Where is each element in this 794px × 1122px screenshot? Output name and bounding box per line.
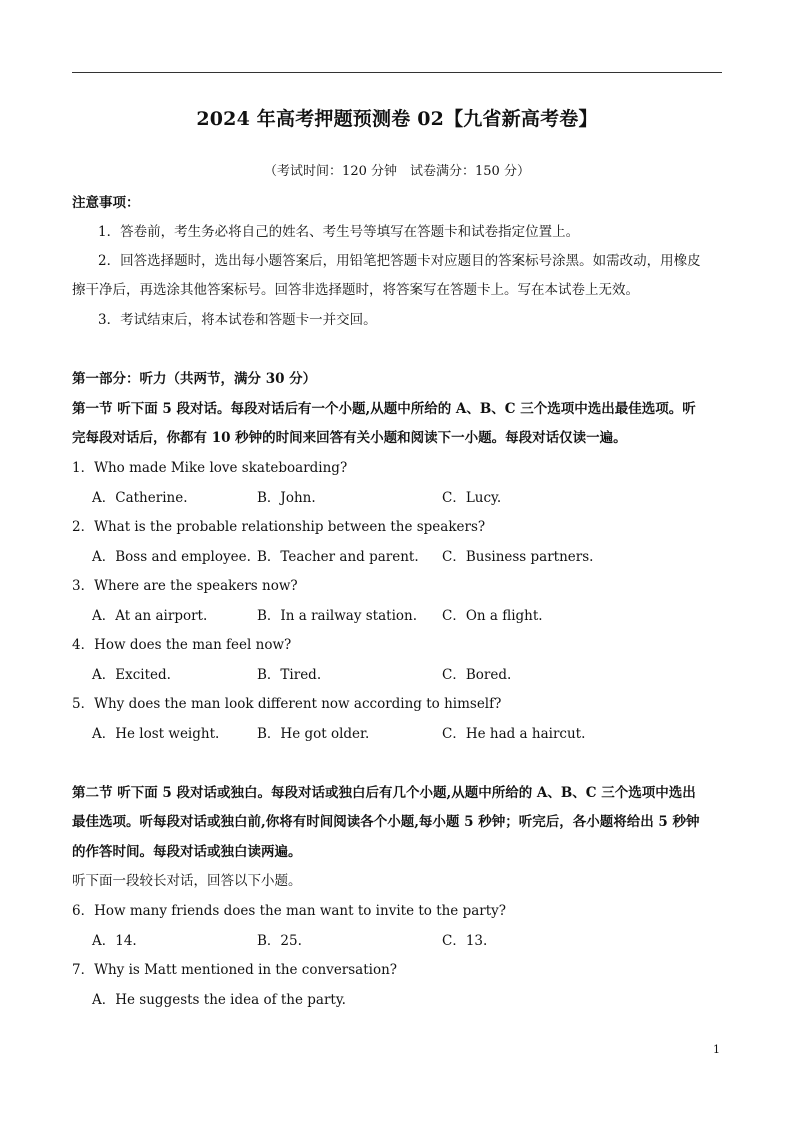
- section1-instruction-line-1: 第一节 听下面 5 段对话。每段对话后有一个小题,从题中所给的 A、B、C 三个选项中选出最佳选项。听: [72, 401, 696, 417]
- part1-heading: 第一部分：听力（共两节，满分 30 分）: [72, 371, 317, 387]
- notice-heading: 注意事项：: [72, 195, 140, 211]
- question-1-option-b: B．John.: [257, 490, 316, 506]
- page-number: 1: [713, 1043, 720, 1056]
- section2-instruction-line-3: 的作答时间。每段对话或独白读两遍。: [72, 844, 302, 860]
- page-title: 2024 年高考押题预测卷 02【九省新高考卷】: [196, 108, 598, 130]
- question-3-option-a: A．At an airport.: [92, 608, 208, 624]
- exam-info: （考试时间：120 分钟 试卷满分：150 分）: [264, 164, 530, 179]
- question-2-option-a: A．Boss and employee.: [92, 549, 251, 565]
- question-5-option-c: C．He had a haircut.: [442, 726, 586, 742]
- question-3-option-c: C．On a flight.: [442, 608, 543, 624]
- question-4-option-a: A．Excited.: [92, 667, 171, 683]
- question-3: 3．Where are the speakers now?: [72, 578, 298, 594]
- question-6-option-c: C．13.: [442, 933, 488, 949]
- section2-instruction-line-2: 最佳选项。听每段对话或独白前,你将有时间阅读各个小题,每小题 5 秒钟；听完后，各小题将给出 5 秒钟: [72, 814, 700, 830]
- question-6-option-b: B．25.: [257, 933, 302, 949]
- notice-item-3: 3．考试结束后，将本试卷和答题卡一并交回。: [98, 312, 377, 328]
- question-6-option-a: A．14.: [92, 933, 137, 949]
- section2-instruction-line-1: 第二节 听下面 5 段对话或独白。每段对话或独白后有几个小题,从题中所给的 A、B、C 三个选项中选出: [72, 785, 696, 801]
- notice-item-2-line-2: 擦干净后，再选涂其他答案标号。回答非选择题时，将答案写在答题卡上。写在本试卷上无效。: [72, 282, 639, 298]
- question-7-option-a: A．He suggests the idea of the party.: [92, 992, 346, 1008]
- question-5-option-b: B．He got older.: [257, 726, 370, 742]
- question-1-option-a: A．Catherine.: [92, 490, 188, 506]
- question-2-option-c: C．Business partners.: [442, 549, 594, 565]
- question-4: 4．How does the man feel now?: [72, 637, 292, 653]
- question-6: 6．How many friends does the man want to invite to the party?: [72, 903, 507, 919]
- question-4-option-c: C．Bored.: [442, 667, 512, 683]
- notice-item-1: 1．答卷前，考生务必将自己的姓名、考生号等填写在答题卡和试卷指定位置上。: [98, 224, 580, 240]
- section1-instruction-line-2: 完每段对话后，你都有 10 秒钟的时间来回答有关小题和阅读下一小题。每段对话仅读一遍。: [72, 430, 627, 446]
- question-4-option-b: B．Tired.: [257, 667, 322, 683]
- question-2: 2．What is the probable relationship between the speakers?: [72, 519, 486, 535]
- question-3-option-b: B．In a railway station.: [257, 608, 417, 624]
- question-5: 5．Why does the man look different now according to himself?: [72, 696, 502, 712]
- question-5-option-a: A．He lost weight.: [92, 726, 220, 742]
- question-2-option-b: B．Teacher and parent.: [257, 549, 419, 565]
- dialogue-instruction: 听下面一段较长对话，回答以下小题。: [72, 873, 302, 889]
- header-rule: [72, 72, 722, 73]
- question-7: 7．Why is Matt mentioned in the conversation?: [72, 962, 398, 978]
- question-1: 1．Who made Mike love skateboarding?: [72, 460, 348, 476]
- question-1-option-c: C．Lucy.: [442, 490, 502, 506]
- notice-item-2-line-1: 2．回答选择题时，选出每小题答案后，用铅笔把答题卡对应题目的答案标号涂黑。如需改动，用橡皮: [98, 253, 701, 269]
